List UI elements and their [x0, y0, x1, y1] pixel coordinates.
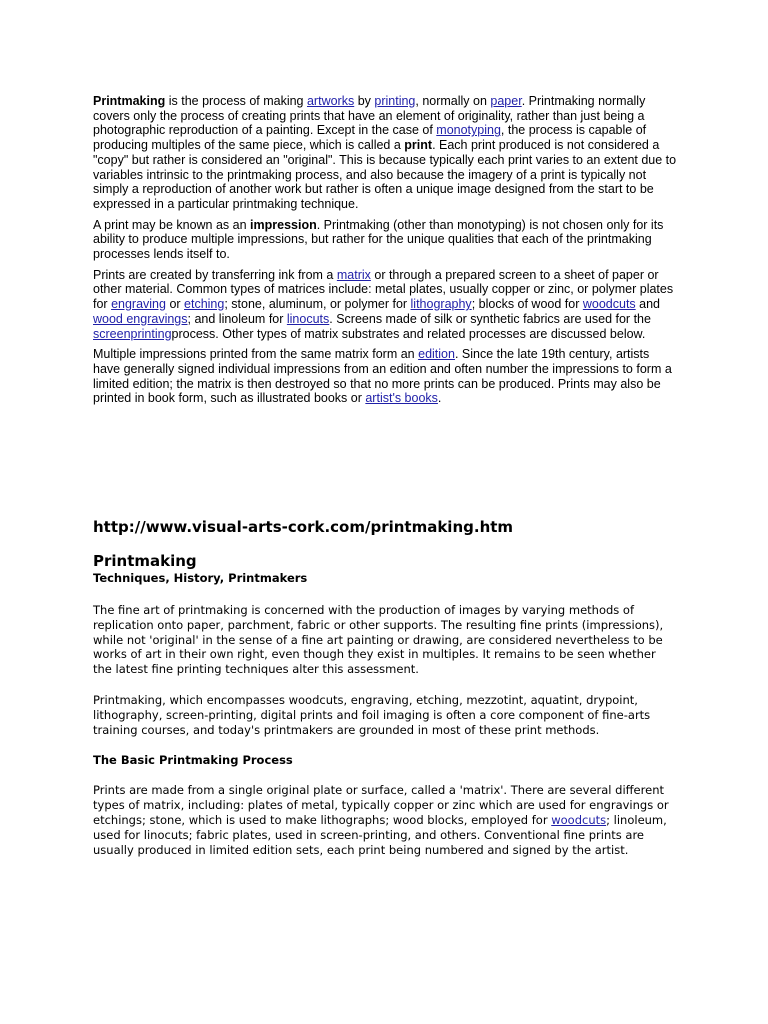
vac-paragraph-1: The fine art of printmaking is concerned with the production of images by varying methods of replication onto paper, parchment, fabric or other supports. The resulting fine prints (impressions), while not 'original' in the sense of a fine art painting or drawing, are considered nevertheless to be works of art in their own right, even though they exist in multiples. It remains to be seen whether the latest fine printing techniques alter this assessment.	[93, 603, 664, 677]
wiki-paragraph-1: Printmaking is the process of making artworks by printing, normally on paper. Printmaking normally covers only the process of creating prints that have an element of originality, rather than just being a photographic reproduction of a painting. Except in the case of monotyping, the process is capable of producing multiples of the same piece, which is called a print. Each print produced is not considered a "copy" but rather is considered an "original". This is because typically each print varies to an extent due to variables intrinsic to the printmaking process, and also because the imagery of a print is typically not simply a reproduction of another work but rather is often a unique image designed from the start to be expressed in a particular printmaking technique.	[93, 94, 677, 211]
section-subtitle: Techniques, History, Printmakers	[93, 571, 308, 585]
link-paper[interactable]: paper	[490, 94, 522, 108]
link-artworks[interactable]: artworks	[306, 94, 355, 108]
link-wood-engravings[interactable]: wood engravings	[93, 311, 188, 326]
link-monotyping[interactable]: monotyping	[436, 123, 501, 138]
link-lithography[interactable]: lithography	[410, 297, 472, 312]
wiki-paragraph-2: A print may be known as an impression. Printmaking (other than monotyping) is not chosen only for its ability to produce multiple impressions, but rather for the unique qualities that each of the printmaking processes lends itself to.	[93, 217, 664, 262]
wikipedia-excerpt	[93, 94, 678, 406]
section-heading: The Basic Printmaking Process	[93, 753, 293, 768]
wiki-paragraph-3: Prints are created by transferring ink from a matrix or through a prepared screen to a sheet of paper or other material. Common types of matrices include: metal plates, usually copper or zinc, or polymer plates for engraving or etching; stone, aluminum, or polymer for lithography; blocks of wood for woodcuts and wood engravings; and linoleum for linocuts. Screens made of silk or synthetic fabrics are used for the screenprintingprocess. Other types of matrix substrates and related processes are discussed below.	[93, 267, 674, 341]
source-url: http://www.visual-arts-cork.com/printmaking.htm	[93, 518, 514, 536]
link-linocuts[interactable]: linocuts	[286, 311, 330, 326]
section-title: Printmaking	[93, 552, 197, 570]
vac-paragraph-3: Prints are made from a single original plate or surface, called a 'matrix'. There are several different types of matrix, including: plates of metal, typically copper or zinc which are used for engravings or etchings; stone, which is used to make lithographs; wood blocks, employed for woodcuts; linoleum, used for linocuts; fabric plates, used in screen-printing, and others. Conventional fine prints are usually produced in limited edition sets, each print being numbered and signed by the artist.	[93, 783, 669, 857]
visual-arts-cork-excerpt	[93, 552, 678, 873]
link-matrix[interactable]: matrix	[336, 267, 371, 282]
term-print: print	[404, 138, 433, 153]
document-page	[93, 94, 678, 857]
link-etching[interactable]: etching	[184, 297, 225, 312]
link-printing[interactable]: printing	[374, 94, 416, 108]
vac-paragraph-2: Printmaking, which encompasses woodcuts, engraving, etching, mezzotint, aquatint, drypoint, lithography, screen-printing, digital prints and foil imaging is often a core component of fine-arts training courses, and today's printmakers are grounded in most of these print methods.	[93, 692, 651, 737]
link-woodcuts-2[interactable]: woodcuts	[551, 812, 607, 827]
term-printmaking: Printmaking	[93, 94, 166, 108]
wiki-paragraph-4: Multiple impressions printed from the same matrix form an edition. Since the late 19th century, artists have generally signed individual impressions from an edition and often number the impressions to form a limited edition; the matrix is then destroyed so that no more prints can be produced. Prints may also be printed in book form, such as illustrated books or artist's books.	[93, 347, 672, 406]
link-edition[interactable]: edition	[418, 347, 455, 362]
term-impression: impression	[250, 217, 317, 232]
link-artists-books[interactable]: artist's books	[365, 391, 438, 406]
link-engraving[interactable]: engraving	[111, 297, 166, 312]
link-woodcuts[interactable]: woodcuts	[582, 297, 636, 312]
link-screenprinting[interactable]: screenprinting	[93, 326, 172, 341]
